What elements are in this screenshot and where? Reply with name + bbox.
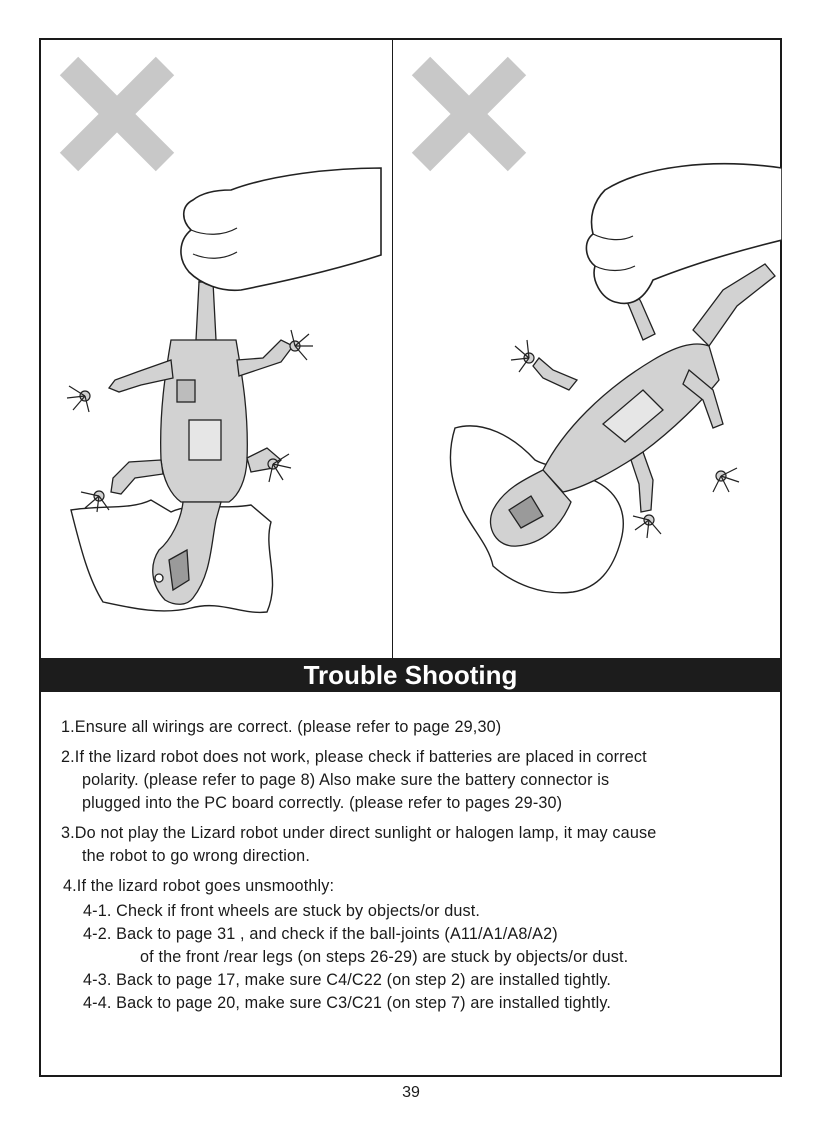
list-item-text: polarity. (please refer to page 8) Also make sure the battery connector is bbox=[82, 771, 610, 789]
list-item bbox=[61, 822, 761, 868]
list-item bbox=[61, 716, 761, 739]
illustration-right-drawing bbox=[393, 40, 782, 658]
page-frame bbox=[39, 38, 782, 1077]
list-item-text: 2.If the lizard robot does not work, please check if batteries are placed in correct bbox=[61, 748, 647, 766]
illustration-left-drawing bbox=[41, 40, 392, 658]
x-mark-icon bbox=[69, 66, 165, 162]
sub-item-text: 4-3. Back to page 17, make sure C4/C22 (on step 2) are installed tightly. bbox=[83, 971, 612, 989]
list-item-text: 1.Ensure all wirings are correct. (please refer to page 29,30) bbox=[61, 718, 502, 736]
troubleshooting-list bbox=[61, 716, 761, 1015]
list-item-text: 4.If the lizard robot goes unsmoothly: bbox=[63, 877, 335, 895]
sub-list bbox=[61, 900, 761, 1015]
list-item-text: the robot to go wrong direction. bbox=[82, 847, 310, 865]
hand-icon bbox=[181, 168, 381, 290]
page-number: 39 bbox=[402, 1084, 420, 1101]
sub-item-text: 4-1. Check if front wheels are stuck by objects/or dust. bbox=[83, 902, 481, 920]
sub-item-text: 4-4. Back to page 20, make sure C3/C21 (on step 7) are installed tightly. bbox=[83, 994, 612, 1012]
list-item-text: 3.Do not play the Lizard robot under direct sunlight or halogen lamp, it may cause bbox=[61, 824, 657, 842]
list-item bbox=[61, 746, 761, 815]
list-item bbox=[61, 875, 761, 898]
sub-item-text: of the front /rear legs (on steps 26-29) are stuck by objects/or dust. bbox=[140, 948, 629, 966]
sub-item-text: 4-2. Back to page 31 , and check if the ball-joints (A11/A1/A8/A2) bbox=[83, 925, 558, 943]
illustration-left bbox=[41, 40, 393, 658]
list-item-text: plugged into the PC board correctly. (please refer to pages 29-30) bbox=[82, 794, 563, 812]
section-title: Trouble Shooting bbox=[41, 658, 780, 692]
x-mark-icon bbox=[421, 66, 517, 162]
illustration-right bbox=[393, 40, 782, 658]
lizard-robot-icon bbox=[490, 264, 775, 546]
